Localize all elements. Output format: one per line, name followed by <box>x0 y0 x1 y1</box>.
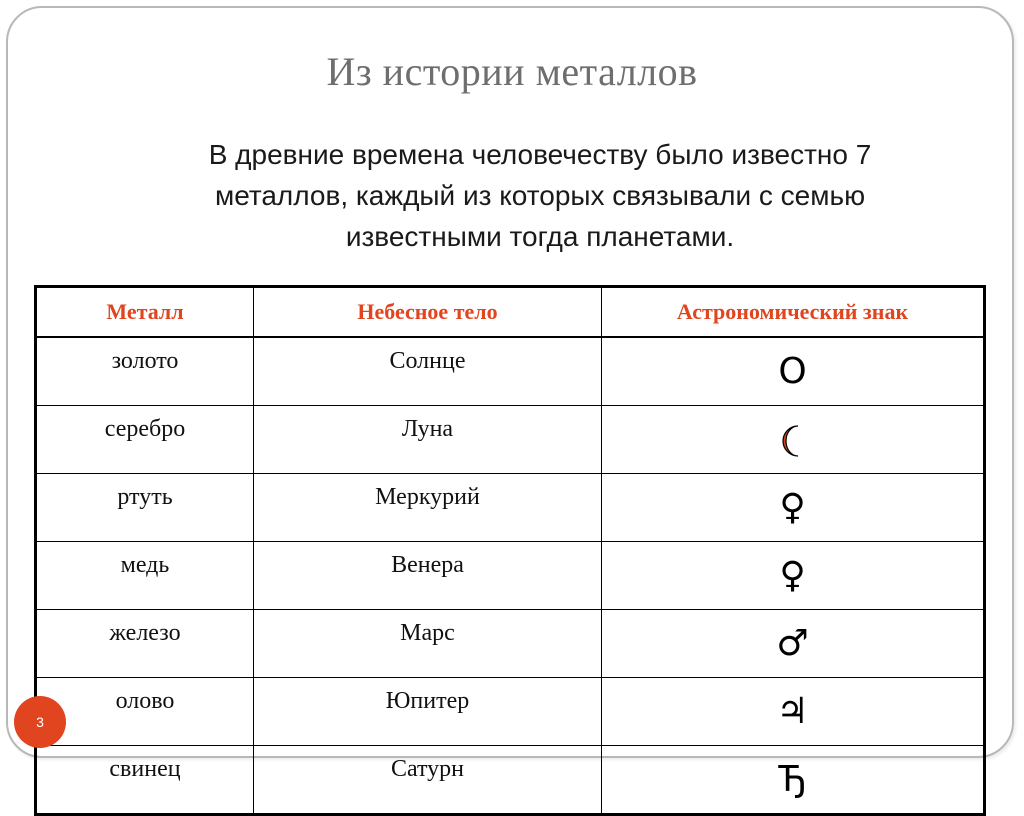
metal-cell: олово <box>36 678 254 746</box>
table-row <box>36 337 985 406</box>
body-cell: Венера <box>254 542 602 610</box>
table-row <box>36 746 985 815</box>
metal-cell: медь <box>36 542 254 610</box>
slide-title: Из истории металлов <box>326 49 698 94</box>
body-cell: Солнце <box>254 337 602 406</box>
header-celestial-body: Небесное тело <box>254 287 602 338</box>
jupiter-icon: ♃ <box>602 678 985 746</box>
table-row <box>36 610 985 678</box>
metal-cell: серебро <box>36 406 254 474</box>
body-cell: Марс <box>254 610 602 678</box>
table-header-row <box>36 287 985 338</box>
metal-cell: железо <box>36 610 254 678</box>
body-cell: Сатурн <box>254 746 602 815</box>
venus-icon: ♀ <box>602 542 985 610</box>
header-astronomical-sign: Астрономический знак <box>602 287 985 338</box>
intro-text: В древние времена человечеству было известно 7 металлов, каждый из которых связывали с семью известными тогда планетами. <box>208 139 872 252</box>
mars-icon: ♂ <box>602 610 985 678</box>
table-row <box>36 474 985 542</box>
moon-sign-cell <box>602 406 985 474</box>
table-row <box>36 406 985 474</box>
metal-cell: свинец <box>36 746 254 815</box>
body-cell: Юпитер <box>254 678 602 746</box>
table-row <box>36 542 985 610</box>
saturn-icon: Ђ <box>602 746 985 815</box>
body-cell: Луна <box>254 406 602 474</box>
header-metal: Металл <box>36 287 254 338</box>
moon-icon <box>780 424 806 458</box>
body-cell: Меркурий <box>254 474 602 542</box>
page-number-badge: 3 <box>14 696 66 748</box>
metal-cell: ртуть <box>36 474 254 542</box>
metal-cell: золото <box>36 337 254 406</box>
sun-icon: O <box>602 337 985 406</box>
mercury-icon: ♀ <box>602 474 985 542</box>
table-row <box>36 678 985 746</box>
metals-table <box>34 285 986 816</box>
